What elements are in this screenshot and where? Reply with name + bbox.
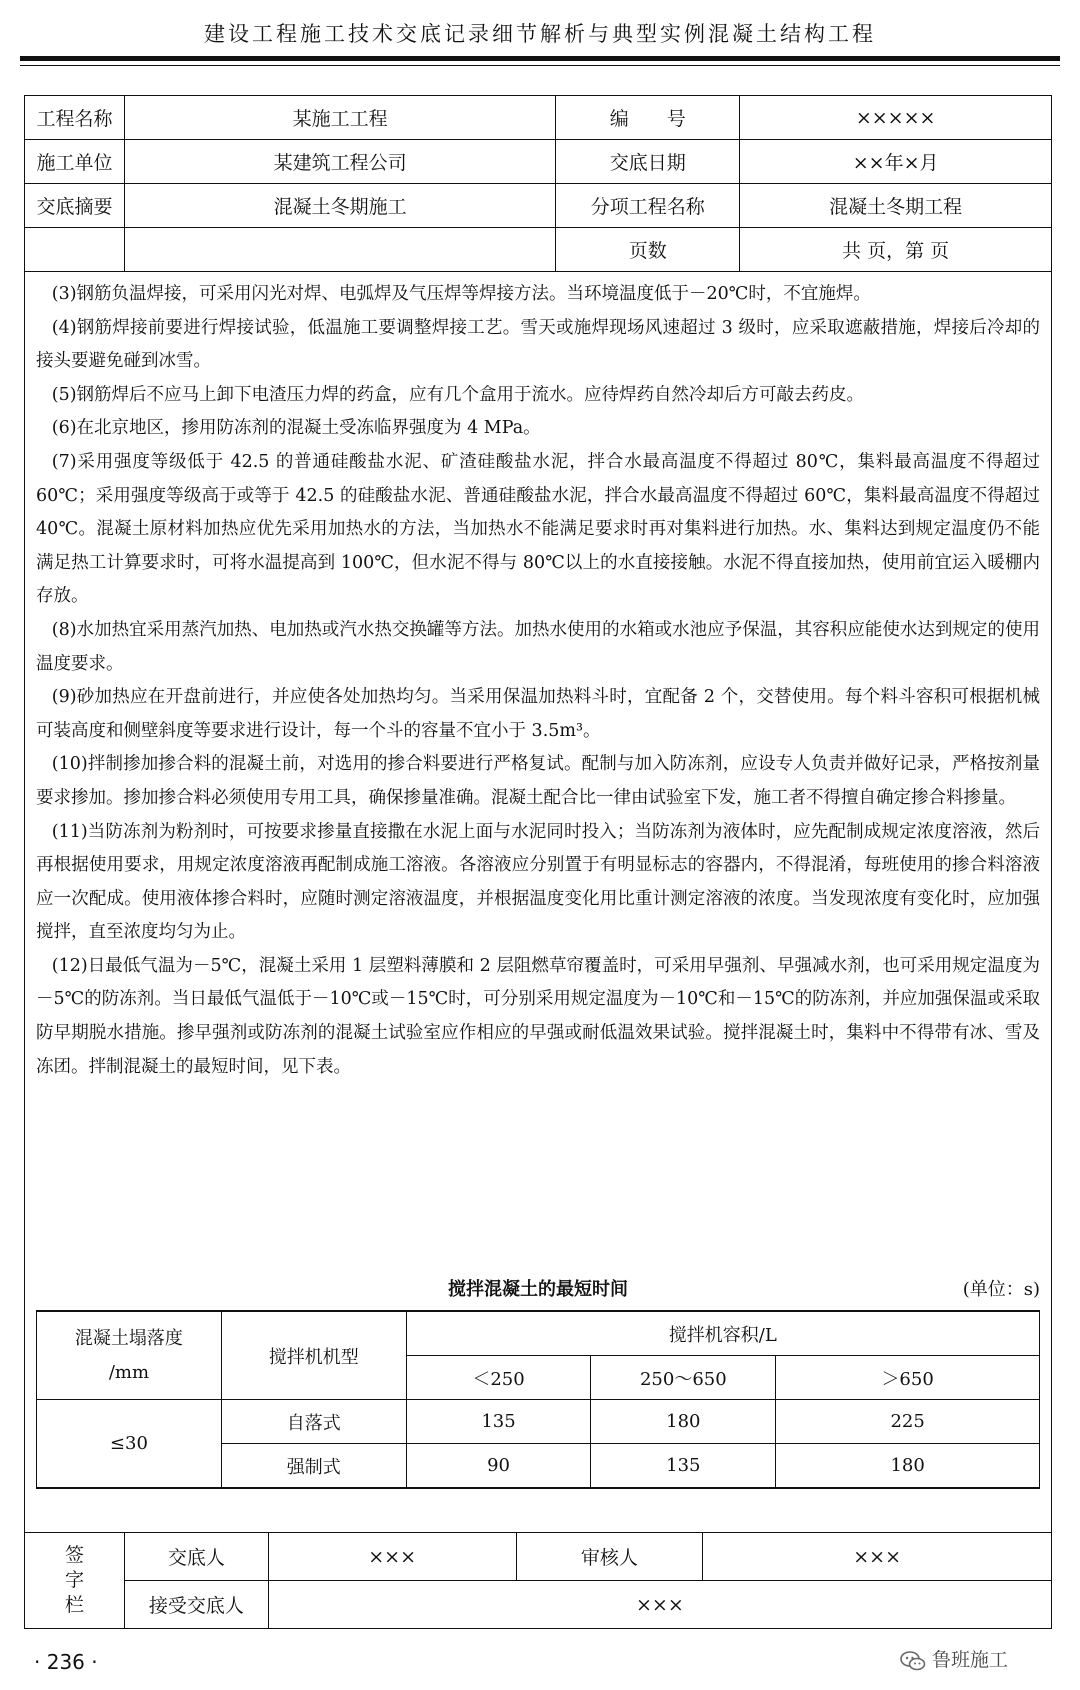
mixer-type-cell: 自落式 — [221, 1400, 406, 1444]
paragraph-10: (10)拌制掺加掺合料的混凝土前，对选用的掺合料要进行严格复试。配制与加入防冻剂，应设专人负责并做好记录，严格按剂量要求掺加。掺加掺合料必须使用专用工具，确保掺量准确。混凝土配合比一律由试验室下发，施工者不得擅自确定掺合料掺量。 — [36, 754, 1040, 808]
info-row — [25, 96, 1052, 140]
time-cell: 225 — [776, 1400, 1040, 1444]
signature-label-char: 栏 — [64, 1594, 84, 1616]
table-row — [37, 1400, 1040, 1444]
time-cell: 180 — [591, 1400, 776, 1444]
info-table — [24, 95, 1052, 272]
time-cell: 135 — [406, 1400, 591, 1444]
header-capacity-large: ＞650 — [776, 1356, 1040, 1400]
paragraph-3: (3)钢筋负温焊接，可采用闪光对焊、电弧焊及气压焊等焊接方法。当环境温度低于－20℃时，不宜施焊。 — [51, 284, 871, 304]
paragraph-8: (8)水加热宜采用蒸汽加热、电加热或汽水热交换罐等方法。加热水使用的水箱或水池应予保温，其容积应能使水达到规定的使用温度要求。 — [36, 619, 1040, 674]
mix-table-unit: (单位：s) — [962, 1279, 1040, 1300]
wechat-icon — [900, 1651, 926, 1671]
header-slump-unit: /mm — [108, 1361, 150, 1383]
paragraph-5: (5)钢筋焊后不应马上卸下电渣压力焊的药盒，应有几个盒用于流水。应待焊药自然冷却后方可敲去药皮。 — [51, 384, 865, 405]
info-value-pages: 共 页，第 页 — [740, 228, 1052, 272]
header-slump — [37, 1311, 222, 1400]
info-row — [25, 184, 1052, 228]
reviewer-value: ××× — [703, 1533, 1052, 1581]
table-row — [25, 1581, 1052, 1629]
header-mixer-type: 搅拌机机型 — [221, 1311, 406, 1400]
info-value-subproject: 混凝土冬期工程 — [740, 184, 1052, 228]
watermark — [900, 1645, 1008, 1672]
info-value-summary: 混凝土冬期施工 — [124, 184, 556, 228]
receiver-value: ××× — [268, 1581, 1051, 1629]
page-header-title: 建设工程施工技术交底记录细节解析与典型实例混凝土结构工程 — [204, 22, 876, 46]
signature-label-char: 字 — [64, 1569, 84, 1591]
header-capacity: 搅拌机容积/L — [406, 1311, 1039, 1356]
paragraph-12: (12)日最低气温为－5℃，混凝土采用 1 层塑料薄膜和 2 层阻燃草帘覆盖时，可采用早强剂、早强减水剂，也可采用规定温度为－5℃的防冻剂。当日最低气温低于－10℃或－15℃时，可分别采用规定温度为－10℃和－15℃的防冻剂，并应加强保温或采取防早期脱水措施。掺早强剂或防冻剂的混凝土试验室应作相应的早强或耐低温效果试验。搅拌混凝土时，集料中不得带有冰、雪及冻团。拌制混凝土的最短时间，见下表。 — [36, 955, 1040, 1077]
slump-value: ≤30 — [37, 1400, 222, 1489]
info-label-number: 编 号 — [556, 96, 740, 140]
paragraph-7: (7)采用强度等级低于 42.5 的普通硅酸盐水泥、矿渣硅酸盐水泥，拌合水最高温度不得超过 80℃，集料最高温度不得超过 60℃；采用强度等级高于或等于 42.5 的硅酸盐水泥、普通硅酸盐水泥，拌合水最高温度不得超过 60℃，集料最高温度不得超过 40℃。混凝土原材料加热应优先采用加热水的方法，当加热水不能满足要求时再对集料进行加热。水、集料达到规定温度仍不能满足热工计算要求时，可将水温提高到 100℃，但水泥不得与 80℃以上的水直接接触。水泥不得直接加热，使用前宜运入暖棚内存放。 — [36, 451, 1040, 607]
paragraph-11: (11)当防冻剂为粉剂时，可按要求掺量直接撒在水泥上面与水泥同时投入；当防冻剂为液体时，应先配制成规定浓度溶液，然后再根据使用要求，用规定浓度溶液再配制成施工溶液。各溶液应分别置于有明显标志的容器内，不得混淆，每班使用的掺合料溶液应一次配成。使用液体掺合料时，应随时测定溶液温度，并根据温度变化用比重计测定溶液的浓度。当发现浓度有变化时，应加强搅拌，直至浓度均匀为止。 — [36, 821, 1040, 943]
time-cell: 90 — [406, 1444, 591, 1489]
mix-table-caption — [36, 1275, 1040, 1305]
info-row — [25, 140, 1052, 184]
info-row — [25, 228, 1052, 272]
info-label-date: 交底日期 — [556, 140, 740, 184]
paragraph-4: (4)钢筋焊接前要进行焊接试验，低温施工要调整焊接工艺。雪天或施焊现场风速超过 3 级时，应采取遮蔽措施，焊接后冷却的接头要避免碰到冰雪。 — [36, 317, 1040, 372]
mix-table-title: 搅拌混凝土的最短时间 — [448, 1279, 628, 1300]
disclosure-body — [36, 278, 1040, 1084]
info-value-date: ××年×月 — [740, 140, 1052, 184]
page-number: · 236 · — [34, 1650, 98, 1674]
info-label-contractor: 施工单位 — [25, 140, 125, 184]
signature-section-label — [25, 1533, 125, 1629]
header-rule-thick — [20, 56, 1060, 61]
info-empty-cell — [124, 228, 556, 272]
info-value-contractor: 某建筑工程公司 — [124, 140, 556, 184]
discloser-label: 交底人 — [124, 1533, 268, 1581]
time-cell: 180 — [776, 1444, 1040, 1489]
watermark-text: 鲁班施工 — [932, 1649, 1009, 1671]
header-capacity-small: ＜250 — [406, 1356, 591, 1400]
mixer-type-cell: 强制式 — [221, 1444, 406, 1489]
info-label-project: 工程名称 — [25, 96, 125, 140]
info-value-project: 某施工工程 — [124, 96, 556, 140]
mix-time-table — [36, 1310, 1040, 1489]
reviewer-label: 审核人 — [516, 1533, 703, 1581]
info-label-summary: 交底摘要 — [25, 184, 125, 228]
table-row — [25, 1533, 1052, 1581]
header-capacity-medium: 250～650 — [591, 1356, 776, 1400]
receiver-label: 接受交底人 — [124, 1581, 268, 1629]
info-empty-cell — [25, 228, 125, 272]
signature-label-char: 签 — [64, 1544, 84, 1566]
paragraph-9: (9)砂加热应在开盘前进行，并应使各处加热均匀。当采用保温加热料斗时，宜配备 2 个，交替使用。每个料斗容积可根据机械可装高度和侧壁斜度等要求进行设计，每一个斗的容量不宜小于 3.5m³。 — [36, 687, 1040, 741]
discloser-value: ××× — [268, 1533, 516, 1581]
info-label-pages: 页数 — [556, 228, 740, 272]
signature-table — [24, 1532, 1052, 1629]
time-cell: 135 — [591, 1444, 776, 1489]
paragraph-6: (6)在北京地区，掺用防冻剂的混凝土受冻临界强度为 4 MPa。 — [51, 418, 541, 439]
info-value-number: ××××× — [740, 96, 1052, 140]
info-label-subproject: 分项工程名称 — [556, 184, 740, 228]
header-rule-thin — [20, 65, 1060, 66]
header-slump-label: 混凝土塌落度 — [74, 1327, 183, 1349]
table-row — [37, 1311, 1040, 1356]
